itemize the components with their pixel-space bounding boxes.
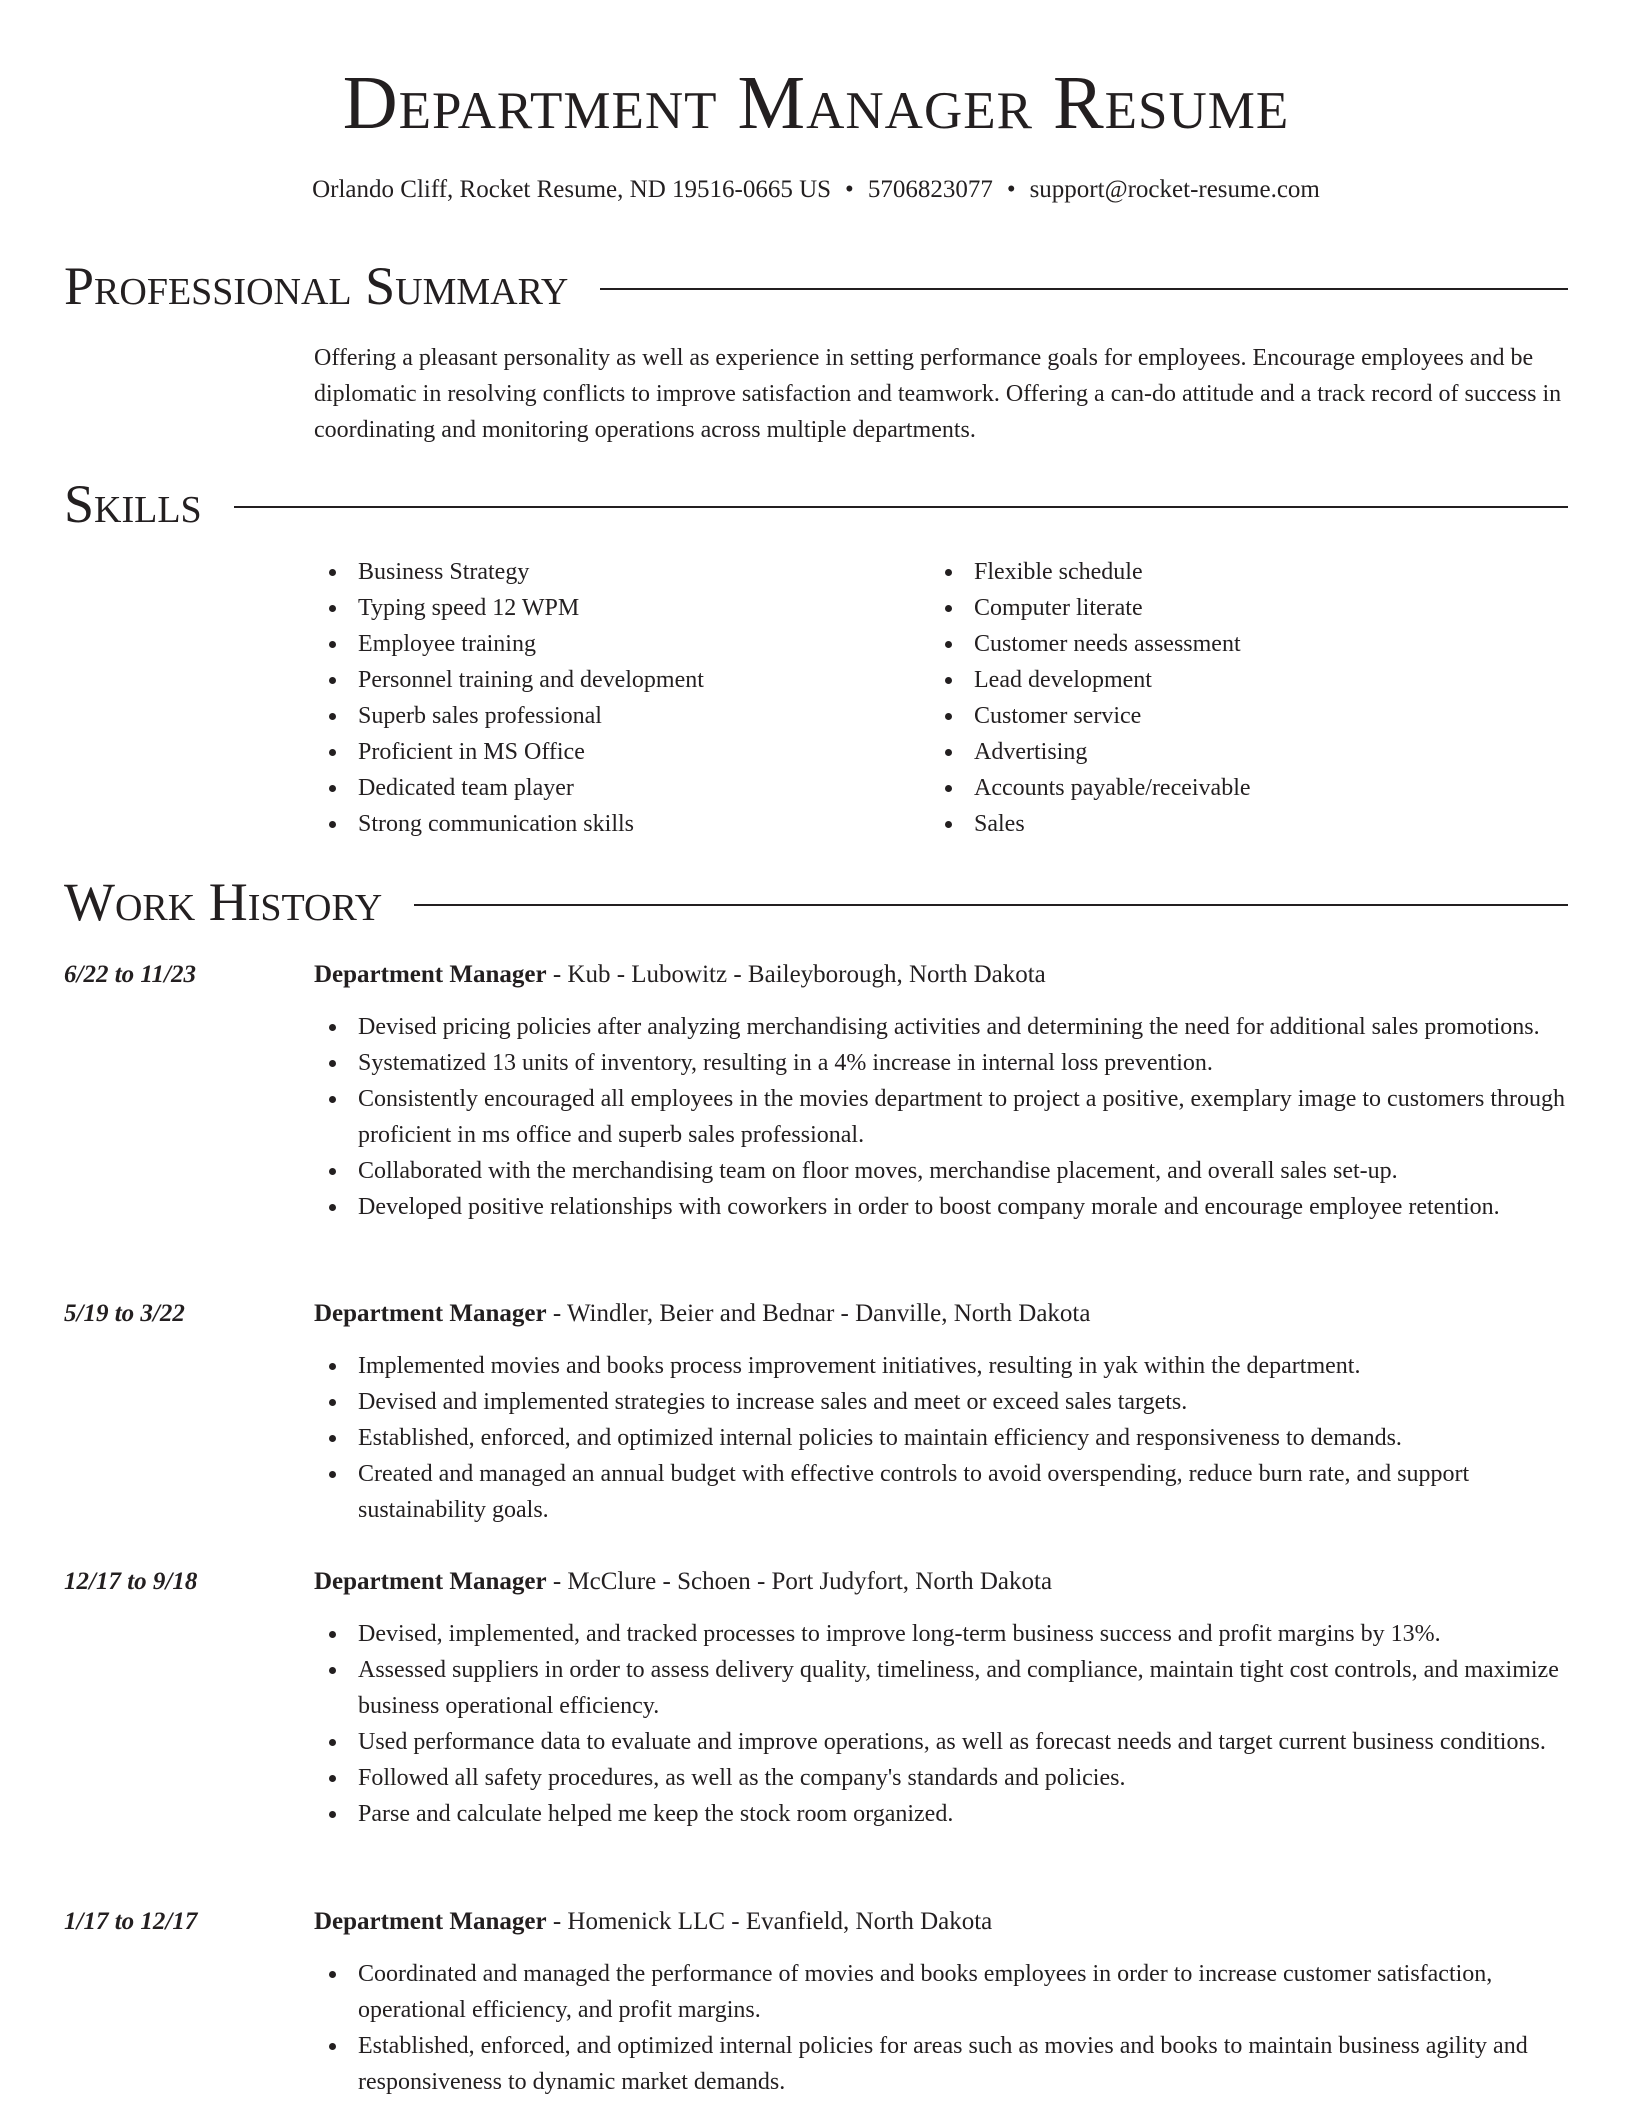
job-employer-location: - Windler, Beier and Bednar - Danville, North Dakota	[546, 1300, 1091, 1327]
skill-item: Employee training	[314, 626, 914, 662]
job-entry	[64, 957, 1568, 1225]
job-bullet: Implemented movies and books process improvement initiatives, resulting in yak within the department.	[314, 1348, 1568, 1384]
skill-item: Customer needs assessment	[930, 626, 1550, 662]
section-divider	[234, 506, 1568, 508]
job-bullet: Used performance data to evaluate and improve operations, as well as forecast needs and target current business conditions.	[314, 1724, 1568, 1760]
job-header	[314, 1296, 1568, 1332]
skill-item: Superb sales professional	[314, 698, 914, 734]
skill-item: Customer service	[930, 698, 1550, 734]
job-bullet: Followed all safety procedures, as well as the company's standards and policies.	[314, 1760, 1568, 1796]
contact-address: Orlando Cliff, Rocket Resume, ND 19516-0665 US	[312, 176, 832, 203]
job-bullet: Devised and implemented strategies to increase sales and meet or exceed sales targets.	[314, 1384, 1568, 1420]
skill-item: Sales	[930, 806, 1550, 842]
job-bullet: Developed positive relationships with coworkers in order to boost company morale and encourage employee retention.	[314, 1189, 1568, 1225]
skill-item: Business Strategy	[314, 554, 914, 590]
job-bullet: Created and managed an annual budget with effective controls to avoid overspending, reduce burn rate, and support sustainability goals.	[314, 1456, 1568, 1528]
job-bullet: Collaborated with the merchandising team on floor moves, merchandise placement, and overall sales set-up.	[314, 1153, 1568, 1189]
job-title: Department Manager	[314, 1908, 547, 1935]
job-employer-location: - Kub - Lubowitz - Baileyborough, North Dakota	[546, 961, 1046, 988]
section-divider	[600, 288, 1568, 290]
job-header	[314, 957, 1568, 993]
skill-item: Proficient in MS Office	[314, 734, 914, 770]
job-bullet: Established, enforced, and optimized internal policies to maintain efficiency and responsiveness to demands.	[314, 1420, 1568, 1456]
job-bullet: Coordinated and managed the performance of movies and books employees in order to increase customer satisfaction, operational efficiency, and profit margins.	[314, 1956, 1568, 2028]
job-bullet: Systematized 13 units of inventory, resulting in a 4% increase in internal loss prevention.	[314, 1045, 1568, 1081]
skill-item: Lead development	[930, 662, 1550, 698]
work-heading: Work History	[64, 872, 383, 932]
section-divider	[414, 904, 1568, 906]
contact-separator: •	[1006, 176, 1016, 203]
summary-heading: Professional Summary	[64, 256, 569, 316]
job-dates: 12/17 to 9/18	[64, 1568, 198, 1595]
job-header	[314, 1564, 1568, 1600]
job-title: Department Manager	[314, 961, 547, 988]
contact-separator: •	[845, 176, 854, 203]
job-bullet: Assessed suppliers in order to assess delivery quality, timeliness, and compliance, maintain tight cost controls, and maximize business operational efficiency.	[314, 1652, 1568, 1724]
job-bullet: Devised pricing policies after analyzing merchandising activities and determining the need for additional sales promotions.	[314, 1009, 1568, 1045]
work-section-header	[64, 870, 1568, 934]
skill-item: Typing speed 12 WPM	[314, 590, 914, 626]
skill-item: Strong communication skills	[314, 806, 914, 842]
job-bullet: Parse and calculate helped me keep the stock room organized.	[314, 1796, 1568, 1832]
job-bullet: Established, enforced, and optimized internal policies for areas such as movies and books to maintain business agility and responsiveness to dynamic market demands.	[314, 2028, 1568, 2100]
skills-column-left	[314, 554, 914, 842]
job-employer-location: - Homenick LLC - Evanfield, North Dakota	[546, 1908, 993, 1935]
job-dates: 6/22 to 11/23	[64, 961, 196, 988]
job-title: Department Manager	[314, 1300, 547, 1327]
job-dates: 5/19 to 3/22	[64, 1300, 185, 1327]
resume-title: Department Manager Resume	[342, 61, 1290, 145]
contact-phone: 5706823077	[867, 176, 993, 203]
job-title: Department Manager	[314, 1568, 547, 1595]
job-entry	[64, 1564, 1568, 1832]
contact-email[interactable]: support@rocket-resume.com	[1029, 176, 1320, 203]
skills-heading: Skills	[64, 474, 202, 534]
skill-item: Computer literate	[930, 590, 1550, 626]
summary-section-header	[64, 254, 1568, 318]
skills-column-right	[930, 554, 1550, 842]
job-dates: 1/17 to 12/17	[64, 1908, 198, 1935]
job-employer-location: - McClure - Schoen - Port Judyfort, North Dakota	[546, 1568, 1053, 1595]
job-bullet: Devised, implemented, and tracked processes to improve long-term business success and profit margins by 13%.	[314, 1616, 1568, 1652]
skill-item: Accounts payable/receivable	[930, 770, 1550, 806]
skill-item: Personnel training and development	[314, 662, 914, 698]
skills-section-header	[64, 472, 1568, 536]
skill-item: Flexible schedule	[930, 554, 1550, 590]
job-bullet: Consistently encouraged all employees in the movies department to project a positive, exemplary image to customers through proficient in ms office and superb sales professional.	[314, 1081, 1568, 1153]
job-entry	[64, 1296, 1568, 1528]
job-header	[314, 1904, 1568, 1940]
summary-text: Offering a pleasant personality as well as experience in setting performance goals for employees. Encourage employees and be diplomatic in resolving conflicts to improve satisfaction and teamwork. Offering a can-do attitude and a track record of success in coordinating and monitoring operations across multiple departments.	[314, 345, 1562, 443]
job-entry	[64, 1904, 1568, 2100]
contact-line	[0, 174, 1632, 206]
skill-item: Advertising	[930, 734, 1550, 770]
skill-item: Dedicated team player	[314, 770, 914, 806]
